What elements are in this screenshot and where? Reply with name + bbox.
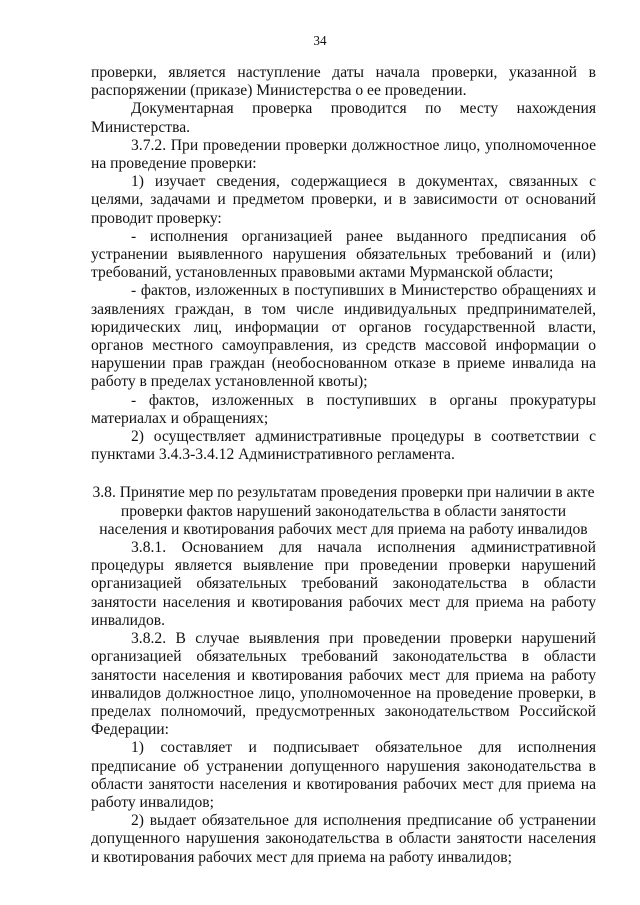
section-heading-3-8: 3.8. Принятие мер по результатам проведения проверки при наличии в акте проверки фактов нарушений законодательства в области занятости населения и квотирования рабочих мест для приема на работу инвалидов <box>92 484 595 538</box>
document-body <box>91 64 596 867</box>
paragraph-3-8-2: 3.8.2. В случае выявления при проведении проверки нарушений организацией обязательных требований законодательства в области занятости населения и квотирования рабочих мест для приема на работу инвалидов должностное лицо, уполномоченное на проведение проверки, в пределах полномочий, предусмотренных законодательством Российской Федерации: <box>91 630 596 739</box>
paragraph-dash-facts-ministry: - фактов, изложенных в поступивших в Министерство обращениях и заявлениях граждан, в том числе индивидуальных предпринимателей, юридических лиц, информации от органов государственной власти, органов местного самоуправления, из средств массовой информации о нарушении прав граждан (необоснованном отказе в приеме инвалида на работу в пределах установленной квоты); <box>91 282 596 391</box>
paragraph-3-7-2: 3.7.2. При проведении проверки должностное лицо, уполномоченное на проведение проверки: <box>91 136 596 173</box>
paragraph-item-1-studies-info: 1) изучает сведения, содержащиеся в документах, связанных с целями, задачами и предметом проверки, и в зависимости от оснований проводит проверку: <box>91 173 596 227</box>
page-number: 34 <box>313 33 327 48</box>
paragraph-item-2-issues-prescription: 2) выдает обязательное для исполнения предписание об устранении допущенного нарушения законодательства в области занятости населения и квотирования рабочих мест для приема на работу инвалидов; <box>91 812 596 866</box>
paragraph-dash-facts-prosecutor: - фактов, изложенных в поступивших в органы прокуратуры материалах и обращениях; <box>91 391 596 427</box>
paragraph-documentary-check: Документарная проверка проводится по месту нахождения Министерства. <box>91 100 596 136</box>
paragraph-item-1-prescription: 1) составляет и подписывает обязательное для исполнения предписание об устранении допущенного нарушения законодательства в области занятости населения и квотирования рабочих мест для приема на работу инвалидов; <box>91 739 596 811</box>
paragraph-item-2-procedures: 2) осуществляет административные процедуры в соответствии с пунктами 3.4.3-3.4.12 Административного регламента. <box>91 428 596 464</box>
paragraph-3-8-1: 3.8.1. Основанием для начала исполнения административной процедуры является выявление при проведении проверки нарушений организацией обязательных требований законодательства в области занятости населения и квотирования рабочих мест для приема на работу инвалидов. <box>91 539 596 629</box>
paragraph-dash-prescription: - исполнения организацией ранее выданного предписания об устранении выявленного нарушения обязательных требований и (или) требований, установленных правовыми актами Мурманской области; <box>91 227 596 282</box>
paragraph-check-start-continuation: проверки, является наступление даты начала проверки, указанной в распоряжении (приказе) Министерства о ее проведении. <box>91 64 596 100</box>
